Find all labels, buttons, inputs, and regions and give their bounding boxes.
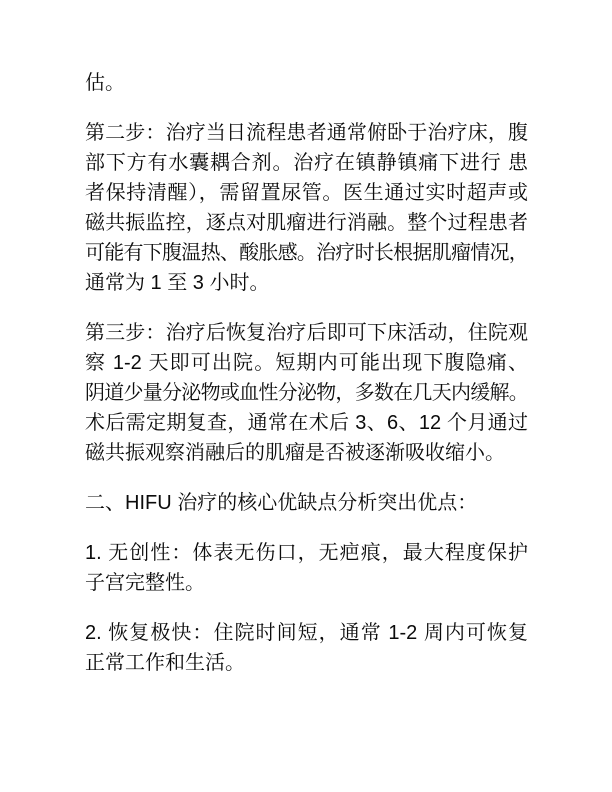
paragraph (85, 318, 528, 468)
paragraph (85, 538, 528, 598)
text-line: 估。 (85, 72, 125, 94)
text-line: 子宫完整性。 (85, 572, 205, 594)
text-line: 第二步：治疗当日流程患者通常俯卧于治疗床，腹 (85, 122, 528, 144)
text-line: 磁共振观察消融后的肌瘤是否被逐渐吸收缩小。 (85, 442, 505, 464)
text-line: 通常为 1 至 3 小时。 (85, 272, 270, 294)
paragraph (85, 618, 528, 678)
text-line: 阴道少量分泌物或血性分泌物，多数在几天内缓解。 (85, 382, 528, 404)
text-line: 磁共振监控，逐点对肌瘤进行消融。整个过程患者 (85, 212, 528, 234)
text-line: 二、HIFU 治疗的核心优缺点分析突出优点： (85, 492, 478, 514)
text-line: 2. 恢复极快：住院时间短，通常 1-2 周内可恢复 (85, 622, 528, 644)
text-line: 术后需定期复查，通常在术后 3、6、12 个月通过 (85, 412, 528, 434)
document-content (85, 68, 528, 678)
text-line: 察 1-2 天即可出院。短期内可能出现下腹隐痛、 (85, 352, 528, 374)
text-line: 第三步：治疗后恢复治疗后即可下床活动，住院观 (85, 322, 528, 344)
text-line: 部下方有水囊耦合剂。治疗在镇静镇痛下进行 患 (85, 152, 528, 174)
text-line: 1. 无创性：体表无伤口，无疤痕，最大程度保护 (85, 542, 528, 564)
text-line: 可能有下腹温热、酸胀感。治疗时长根据肌瘤情况， (85, 242, 528, 264)
paragraph (85, 118, 528, 298)
text-line: 者保持清醒），需留置尿管。医生通过实时超声或 (85, 182, 528, 204)
text-line: 正常工作和生活。 (85, 652, 245, 674)
paragraph (85, 488, 528, 518)
paragraph (85, 68, 528, 98)
